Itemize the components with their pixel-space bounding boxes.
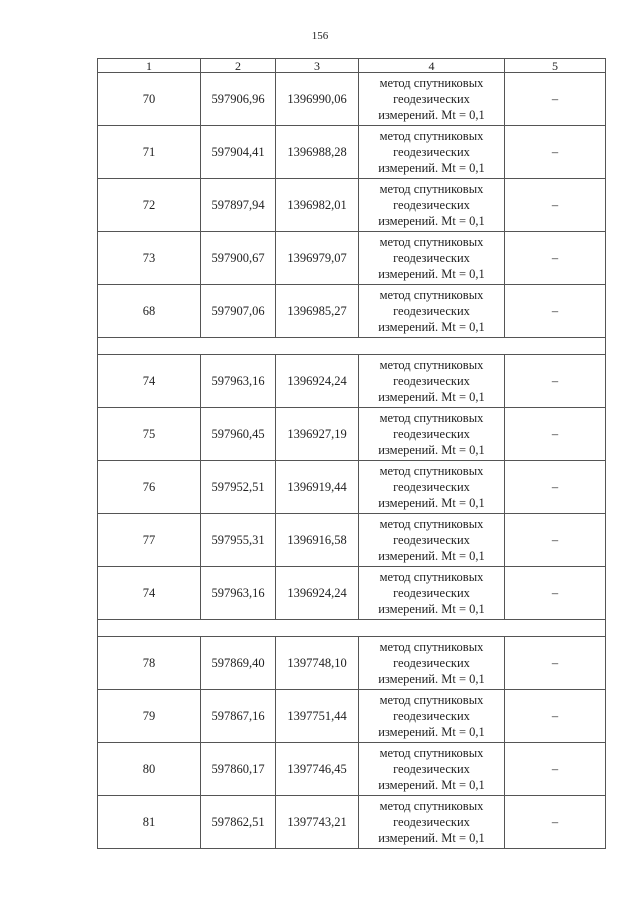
y-coordinate-cell: 1397748,10	[276, 637, 359, 690]
note-cell: –	[505, 73, 606, 126]
method-cell	[359, 285, 505, 338]
method-cell	[359, 743, 505, 796]
note-cell: –	[505, 179, 606, 232]
x-coordinate-cell: 597869,40	[201, 637, 276, 690]
method-line: измерений. Mt = 0,1	[378, 496, 485, 510]
note-cell: –	[505, 637, 606, 690]
point-number-cell: 68	[98, 285, 201, 338]
method-line: измерений. Mt = 0,1	[378, 549, 485, 563]
method-line: измерений. Mt = 0,1	[378, 267, 485, 281]
y-coordinate-cell: 1397751,44	[276, 690, 359, 743]
x-coordinate-cell: 597906,96	[201, 73, 276, 126]
method-line: метод спутниковых	[379, 640, 484, 654]
note-cell: –	[505, 408, 606, 461]
method-cell	[359, 73, 505, 126]
method-line: геодезических	[393, 198, 470, 212]
table-row	[98, 461, 606, 514]
method-cell	[359, 232, 505, 285]
y-coordinate-cell: 1397743,21	[276, 796, 359, 849]
x-coordinate-cell: 597963,16	[201, 355, 276, 408]
method-line: метод спутниковых	[379, 464, 484, 478]
method-line: геодезических	[393, 656, 470, 670]
method-line: метод спутниковых	[379, 411, 484, 425]
point-number-cell: 73	[98, 232, 201, 285]
table-row	[98, 690, 606, 743]
method-line: измерений. Mt = 0,1	[378, 161, 485, 175]
method-line: метод спутниковых	[379, 799, 484, 813]
method-line: измерений. Mt = 0,1	[378, 443, 485, 457]
note-cell: –	[505, 743, 606, 796]
note-cell: –	[505, 567, 606, 620]
table-row	[98, 637, 606, 690]
y-coordinate-cell: 1396927,19	[276, 408, 359, 461]
method-line: измерений. Mt = 0,1	[378, 108, 485, 122]
method-cell	[359, 567, 505, 620]
table-row	[98, 743, 606, 796]
header-cell: 4	[359, 59, 505, 73]
y-coordinate-cell: 1396919,44	[276, 461, 359, 514]
table-row	[98, 514, 606, 567]
y-coordinate-cell: 1396924,24	[276, 567, 359, 620]
method-line: геодезических	[393, 427, 470, 441]
y-coordinate-cell: 1396988,28	[276, 126, 359, 179]
table-row	[98, 232, 606, 285]
method-line: метод спутниковых	[379, 288, 484, 302]
method-line: геодезических	[393, 533, 470, 547]
point-number-cell: 76	[98, 461, 201, 514]
method-line: измерений. Mt = 0,1	[378, 831, 485, 845]
group-separator-row	[98, 338, 606, 355]
method-cell	[359, 514, 505, 567]
table-row	[98, 408, 606, 461]
header-cell: 2	[201, 59, 276, 73]
note-cell: –	[505, 232, 606, 285]
x-coordinate-cell: 597960,45	[201, 408, 276, 461]
table-body	[98, 59, 606, 849]
method-line: геодезических	[393, 374, 470, 388]
y-coordinate-cell: 1396985,27	[276, 285, 359, 338]
method-line: метод спутниковых	[379, 182, 484, 196]
x-coordinate-cell: 597860,17	[201, 743, 276, 796]
table-row	[98, 567, 606, 620]
method-cell	[359, 461, 505, 514]
point-number-cell: 74	[98, 567, 201, 620]
method-cell	[359, 179, 505, 232]
method-line: измерений. Mt = 0,1	[378, 602, 485, 616]
method-line: метод спутниковых	[379, 517, 484, 531]
method-line: метод спутниковых	[379, 746, 484, 760]
method-line: измерений. Mt = 0,1	[378, 725, 485, 739]
method-cell	[359, 690, 505, 743]
x-coordinate-cell: 597955,31	[201, 514, 276, 567]
method-line: метод спутниковых	[379, 570, 484, 584]
note-cell: –	[505, 355, 606, 408]
method-line: измерений. Mt = 0,1	[378, 672, 485, 686]
note-cell: –	[505, 514, 606, 567]
method-cell	[359, 408, 505, 461]
method-cell	[359, 355, 505, 408]
separator-cell	[98, 338, 606, 355]
method-line: геодезических	[393, 586, 470, 600]
method-line: геодезических	[393, 304, 470, 318]
separator-cell	[98, 620, 606, 637]
header-cell: 5	[505, 59, 606, 73]
point-number-cell: 77	[98, 514, 201, 567]
x-coordinate-cell: 597867,16	[201, 690, 276, 743]
method-line: геодезических	[393, 145, 470, 159]
point-number-cell: 81	[98, 796, 201, 849]
x-coordinate-cell: 597897,94	[201, 179, 276, 232]
point-number-cell: 70	[98, 73, 201, 126]
method-line: метод спутниковых	[379, 76, 484, 90]
method-line: метод спутниковых	[379, 235, 484, 249]
y-coordinate-cell: 1396982,01	[276, 179, 359, 232]
method-line: измерений. Mt = 0,1	[378, 214, 485, 228]
y-coordinate-cell: 1396990,06	[276, 73, 359, 126]
coordinates-table	[97, 58, 606, 849]
y-coordinate-cell: 1396924,24	[276, 355, 359, 408]
table-row	[98, 796, 606, 849]
y-coordinate-cell: 1396916,58	[276, 514, 359, 567]
method-line: измерений. Mt = 0,1	[378, 778, 485, 792]
page-number: 156	[311, 30, 329, 42]
table-row	[98, 73, 606, 126]
x-coordinate-cell: 597904,41	[201, 126, 276, 179]
point-number-cell: 78	[98, 637, 201, 690]
method-line: измерений. Mt = 0,1	[378, 320, 485, 334]
method-line: метод спутниковых	[379, 693, 484, 707]
method-line: геодезических	[393, 815, 470, 829]
point-number-cell: 72	[98, 179, 201, 232]
note-cell: –	[505, 461, 606, 514]
note-cell: –	[505, 796, 606, 849]
note-cell: –	[505, 690, 606, 743]
note-cell: –	[505, 285, 606, 338]
x-coordinate-cell: 597952,51	[201, 461, 276, 514]
group-separator-row	[98, 620, 606, 637]
method-cell	[359, 126, 505, 179]
point-number-cell: 75	[98, 408, 201, 461]
point-number-cell: 74	[98, 355, 201, 408]
table-row	[98, 285, 606, 338]
method-line: измерений. Mt = 0,1	[378, 390, 485, 404]
note-cell: –	[505, 126, 606, 179]
method-line: геодезических	[393, 709, 470, 723]
header-cell: 1	[98, 59, 201, 73]
method-line: геодезических	[393, 480, 470, 494]
method-cell	[359, 796, 505, 849]
x-coordinate-cell: 597907,06	[201, 285, 276, 338]
table-row	[98, 126, 606, 179]
y-coordinate-cell: 1396979,07	[276, 232, 359, 285]
table-row	[98, 355, 606, 408]
x-coordinate-cell: 597963,16	[201, 567, 276, 620]
point-number-cell: 71	[98, 126, 201, 179]
point-number-cell: 80	[98, 743, 201, 796]
header-cell: 3	[276, 59, 359, 73]
method-line: геодезических	[393, 762, 470, 776]
method-line: геодезических	[393, 92, 470, 106]
method-cell	[359, 637, 505, 690]
y-coordinate-cell: 1397746,45	[276, 743, 359, 796]
x-coordinate-cell: 597900,67	[201, 232, 276, 285]
method-line: метод спутниковых	[379, 129, 484, 143]
method-line: метод спутниковых	[379, 358, 484, 372]
point-number-cell: 79	[98, 690, 201, 743]
table-row	[98, 179, 606, 232]
x-coordinate-cell: 597862,51	[201, 796, 276, 849]
method-line: геодезических	[393, 251, 470, 265]
header-row	[98, 59, 606, 73]
